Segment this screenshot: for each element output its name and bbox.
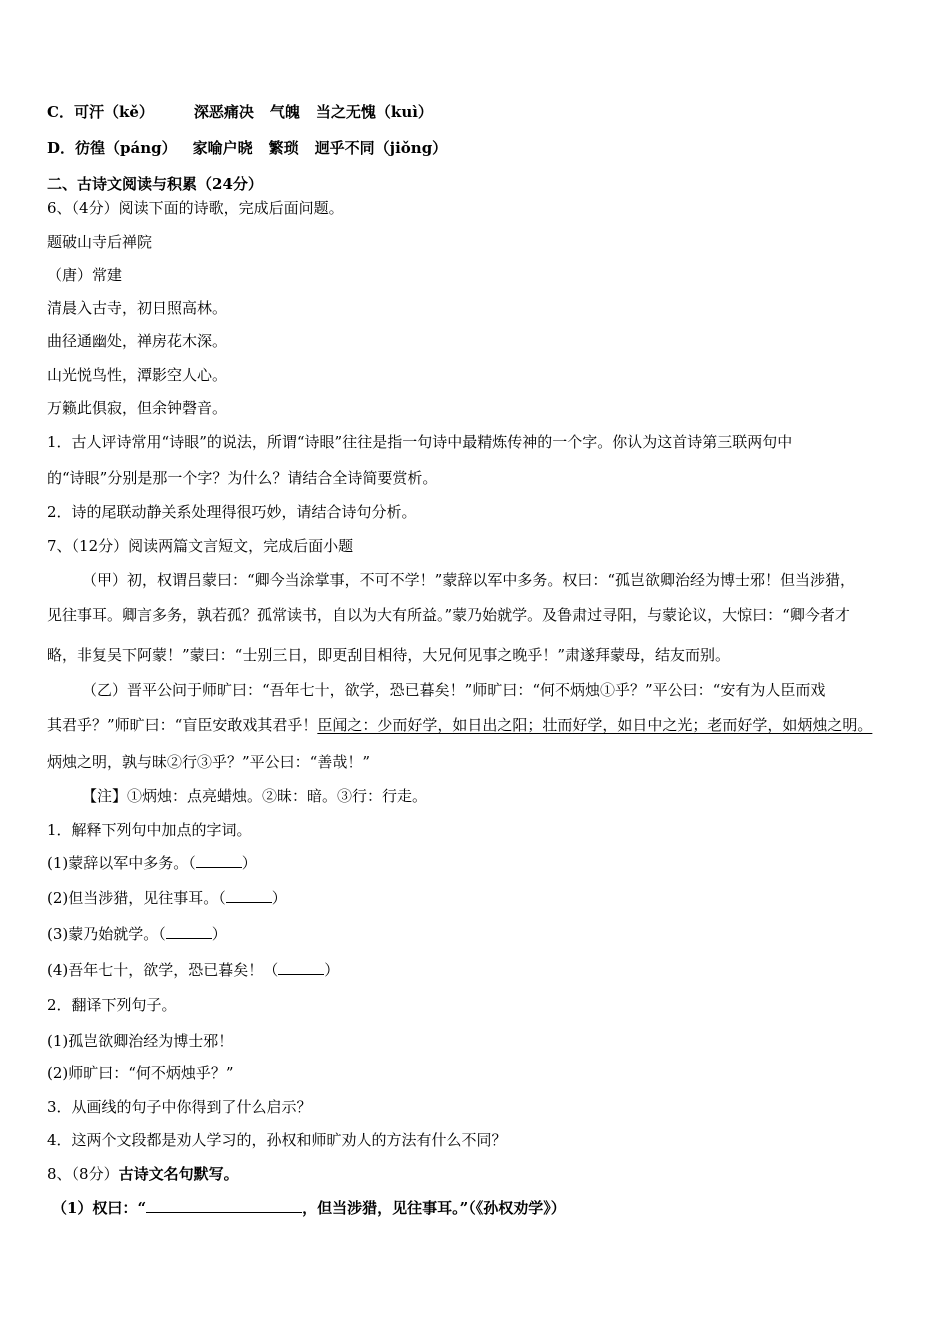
- q6-stem: 6、（4分）阅读下面的诗歌，完成后面问题。: [47, 199, 344, 217]
- option-d-label: D．: [47, 139, 76, 157]
- answer-blank[interactable]: [226, 888, 272, 903]
- answer-blank[interactable]: [278, 960, 324, 975]
- passage-yi-line: （乙）晋平公问于师旷曰：“吾年七十，欲学，恐已暮矣！”师旷曰：“何不炳烛①乎？”平公曰：“安有为人臣而戏: [82, 681, 826, 699]
- q8-item: （1）权曰：“ ，但当涉猎，见往事耳。”（《孙权劝学》）: [52, 1199, 566, 1217]
- underlined-sentence: 臣闻之：少而好学，如日出之阳；壮而好学，如日中之光；老而好学，如炳烛之明。: [317, 716, 873, 734]
- q7-sub4: 4．这两个文段都是劝人学习的，孙权和师旷劝人的方法有什么不同？: [47, 1131, 507, 1149]
- answer-item: (4)吾年七十，欲学，恐已暮矣！（ ）: [47, 961, 340, 979]
- passage-yi-line: 其君乎？”师旷曰：“盲臣安敢戏其君乎！臣闻之：少而好学，如日出之阳；壮而好学，如日中之光；老而好学，如炳烛之明。: [47, 716, 873, 734]
- answer-item: (1)蒙辞以军中多务。（ ）: [47, 854, 257, 872]
- q7-sub3: 3．从画线的句子中你得到了什么启示？: [47, 1098, 312, 1116]
- answer-blank[interactable]: [196, 853, 242, 868]
- translate-item: (1)孤岂欲卿治经为博士邪！: [47, 1032, 234, 1050]
- poem-line: 万籁此俱寂，但余钟磬音。: [47, 399, 228, 417]
- passage-note: 【注】①炳烛：点亮蜡烛。②昧：暗。③行：行走。: [82, 787, 428, 805]
- section-title: 二、古诗文阅读与积累（24分）: [47, 175, 263, 193]
- passage-yi-line: 炳烛之明，孰与昧②行③乎？”平公曰：“善哉！”: [47, 753, 371, 771]
- answer-item: (3)蒙乃始就学。（ ）: [47, 925, 227, 943]
- passage-jia-line: （甲）初，权谓吕蒙曰：“卿今当涂掌事，不可不学！”蒙辞以军中多务。权曰：“孤岂欲卿治经为博士邪！但当涉猎，: [82, 571, 856, 589]
- q7-sub1: 1．解释下列句中加点的字词。: [47, 821, 252, 839]
- passage-jia-line: 见往事耳。卿言多务，孰若孤？孤常读书，自以为大有所益。”蒙乃始就学。及鲁肃过寻阳，与蒙论议，大惊曰：“卿今者才: [47, 606, 850, 624]
- answer-blank[interactable]: [146, 1198, 302, 1213]
- q6-sub1-a: 1．古人评诗常用“诗眼”的说法，所谓“诗眼”往往是指一句诗中最精炼传神的一个字。你认为这首诗第三联两句中: [47, 433, 793, 451]
- poem-title: 题破山寺后禅院: [47, 233, 153, 251]
- poem-line: 山光悦鸟性，潭影空人心。: [47, 366, 228, 384]
- answer-item: (2)但当涉猎，见往事耳。（ ）: [47, 889, 287, 907]
- poem-author: （唐）常建: [47, 266, 123, 284]
- q7-sub2: 2．翻译下列句子。: [47, 996, 177, 1014]
- poem-line: 曲径通幽处，禅房花木深。: [47, 332, 228, 350]
- q6-sub2: 2．诗的尾联动静关系处理得很巧妙，请结合诗句分析。: [47, 503, 417, 521]
- answer-blank[interactable]: [166, 924, 212, 939]
- option-c: C．可汗（kě） 深恶痛决 气魄 当之无愧（kuì）: [47, 103, 433, 121]
- passage-jia-line: 略，非复吴下阿蒙！”蒙曰：“士别三日，即更刮目相待，大兄何见事之晚乎！”肃遂拜蒙母，结友而别。: [47, 646, 731, 664]
- translate-item: (2)师旷曰：“何不炳烛乎？”: [47, 1064, 234, 1082]
- poem-line: 清晨入古寺，初日照高林。: [47, 299, 228, 317]
- q8-stem: 8、（8分）古诗文名句默写。: [47, 1165, 239, 1183]
- q7-stem: 7、（12分）阅读两篇文言短文，完成后面小题: [47, 537, 354, 555]
- option-c-label: C．: [47, 103, 74, 121]
- q6-sub1-b: 的“诗眼”分别是那一个字？为什么？请结合全诗简要赏析。: [47, 469, 438, 487]
- option-d: D．彷徨（páng） 家喻户晓 繁琐 迥乎不同（jiǒng）: [47, 139, 448, 157]
